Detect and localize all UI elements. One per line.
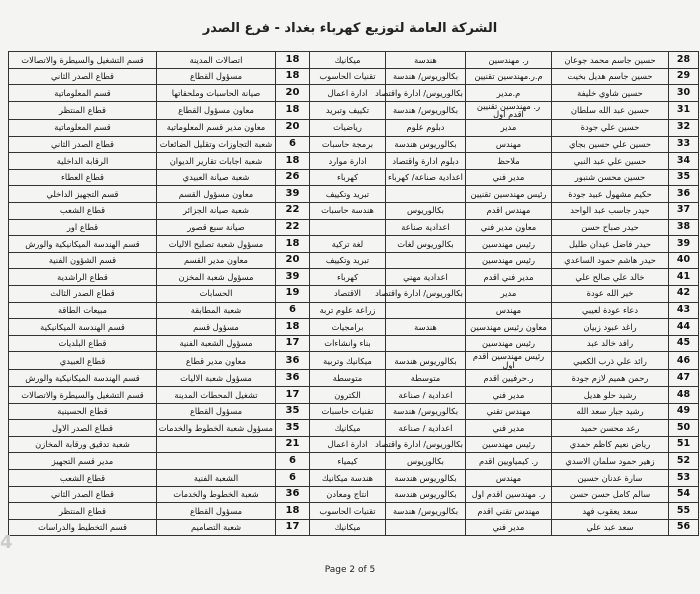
section-cell: قسم التجهيز الداخلي [9,186,157,203]
job-title-cell: مدير فني [466,387,552,404]
degree-cell: بكالوريوس/ ادارة واقتصاد [386,436,466,453]
employee-name-cell: حسين عبد الله سلطان [552,101,669,119]
specialty-cell: متوسطة [310,370,386,387]
employee-name-cell: دعاء عودة لعيبي [552,302,669,319]
section-cell: قسم الهندسة الميكانيكية والورش [9,370,157,387]
job-title-cell: مدير فني [466,519,552,536]
employee-name-cell: حسين علي جودة [552,119,669,136]
row-number-cell: 34 [669,153,699,170]
table-row [9,387,699,404]
degree-cell [386,335,466,352]
position-cell [157,453,276,470]
degree-cell: هندسة [386,319,466,336]
position-cell: مسؤول شعبة المخزن [157,269,276,286]
section-cell: قطاع الصدر الثاني [9,486,157,503]
row-number-cell: 49 [669,403,699,420]
job-title-cell: مدير [466,119,552,136]
row-number-cell: 48 [669,387,699,404]
employee-name-cell: رحمن هميم لازم جودة [552,370,669,387]
job-title-cell: مهندس [466,470,552,487]
section-cell: قطاع اور [9,219,157,236]
position-cell: اتصالات المدينة [157,52,276,69]
employee-name-cell: رعد محسن حميد [552,420,669,437]
section-cell: الرقابة الداخلية [9,153,157,170]
employee-name-cell: خالد علي صالح علي [552,269,669,286]
row-number-cell: 40 [669,252,699,269]
position-cell: مسؤول القطاع [157,403,276,420]
position-cell: مسؤول القطاع [157,68,276,85]
row-number-cell: 37 [669,202,699,219]
job-title-cell: م.ر.مهندسين تقنيين [466,68,552,85]
position-cell: شعبة المطابقة [157,302,276,319]
degree-cell: بكالوريوس [386,453,466,470]
degree-cell: بكالوريوس/ هندسة [386,101,466,119]
job-title-cell: مهندس [466,136,552,153]
row-number-cell: 55 [669,503,699,520]
specialty-cell: ميكانيك وتربية [310,352,386,370]
section-cell: قسم الهندسة الميكانيكية والورش [9,236,157,253]
employee-name-cell: راغد عبود زبيان [552,319,669,336]
degree-cell: بكالوريوس/ ادارة واقتصاد [386,85,466,102]
degree-cell: اعدادية / صناعة [386,420,466,437]
employee-name-cell: رشيد حلو هديل [552,387,669,404]
specialty-cell: تقنيات حاسبات [310,403,386,420]
table-row [9,236,699,253]
section-cell: قطاع المنتظر [9,101,157,119]
job-title-cell: رئيس مهندسين [466,252,552,269]
grade-cell: 18 [276,153,310,170]
table-row [9,319,699,336]
specialty-cell: الكترون [310,387,386,404]
degree-cell: بكالوريوس هندسة [386,470,466,487]
table-row [9,85,699,102]
job-title-cell: ر. مهندسين تقنيين اقدم اول [466,101,552,119]
degree-cell: بكالوريوس/ ادارة واقتصاد [386,285,466,302]
degree-cell: بكالوريوس هندسة [386,352,466,370]
job-title-cell: مدير [466,285,552,302]
grade-cell: 20 [276,119,310,136]
specialty-cell: بناء وانشاءات [310,335,386,352]
degree-cell [386,302,466,319]
section-cell: قسم المعلوماتية [9,85,157,102]
position-cell: شعبة صيانة العبيدي [157,169,276,186]
section-cell: قسم التشغيل والسيطرة والاتصالات [9,387,157,404]
job-title-cell: ر. مهندسين [466,52,552,69]
row-number-cell: 28 [669,52,699,69]
position-cell: مسؤول شعبة تصليح الاليات [157,236,276,253]
position-cell: معاون مدير قطاع [157,352,276,370]
specialty-cell: تقنيات الحاسوب [310,503,386,520]
table-row [9,352,699,370]
employee-name-cell: حسين علي عبد النبي [552,153,669,170]
table-row [9,335,699,352]
table-row [9,68,699,85]
grade-cell: 35 [276,403,310,420]
employee-table [8,51,699,536]
position-cell: شعبة التصاميم [157,519,276,536]
grade-cell: 39 [276,186,310,203]
specialty-cell: تقنيات الحاسوب [310,68,386,85]
table-body [9,52,699,536]
degree-cell: اعدادية مهني [386,269,466,286]
job-title-cell: مدير فني [466,169,552,186]
employee-name-cell: سعد عبد علي [552,519,669,536]
job-title-cell: مهندس [466,302,552,319]
grade-cell: 35 [276,420,310,437]
row-number-cell: 50 [669,420,699,437]
degree-cell: بكالوريوس/ هندسة [386,68,466,85]
grade-cell: 18 [276,68,310,85]
position-cell: معاون مدير قسم المعلوماتية [157,119,276,136]
job-title-cell: مدير فني [466,420,552,437]
table-row [9,370,699,387]
row-number-cell: 32 [669,119,699,136]
section-cell: قطاع البلديات [9,335,157,352]
job-title-cell: ملاحظ [466,153,552,170]
grade-cell: 6 [276,470,310,487]
grade-cell: 17 [276,519,310,536]
employee-name-cell: حسين علي حسين بجاي [552,136,669,153]
row-number-cell: 51 [669,436,699,453]
row-number-cell: 29 [669,68,699,85]
specialty-cell: ميكانيك [310,519,386,536]
job-title-cell: ر. كيمياويين اقدم [466,453,552,470]
employee-name-cell: حيدر فاضل عيدان طليل [552,236,669,253]
specialty-cell: برمجة حاسبات [310,136,386,153]
table-row [9,403,699,420]
row-number-cell: 44 [669,319,699,336]
employee-name-cell: رائد علي ذرب الكعبي [552,352,669,370]
grade-cell: 17 [276,335,310,352]
grade-cell: 20 [276,252,310,269]
row-number-cell: 33 [669,136,699,153]
job-title-cell: رئيس مهندسين [466,436,552,453]
section-cell: قسم المعلوماتية [9,119,157,136]
specialty-cell: ميكانيك [310,420,386,437]
table-row [9,453,699,470]
job-title-cell: معاون رئيس مهندسين [466,319,552,336]
degree-cell [386,252,466,269]
row-number-cell: 36 [669,186,699,203]
degree-cell: دبلوم علوم [386,119,466,136]
job-title-cell: رئيس مهندسين تقنيين [466,186,552,203]
row-number-cell: 39 [669,236,699,253]
job-title-cell: م.مدير [466,85,552,102]
specialty-cell: تبريد وتكييف [310,186,386,203]
row-number-cell: 31 [669,101,699,119]
section-cell: قطاع الراشدية [9,269,157,286]
position-cell: معاون مدير القسم [157,252,276,269]
degree-cell: اعدادية صناعة [386,219,466,236]
row-number-cell: 56 [669,519,699,536]
degree-cell: دبلوم ادارة واقتصاد [386,153,466,170]
employee-name-cell: رياض نعيم كاظم حمدي [552,436,669,453]
position-cell: مسؤول الشعبة الفنية [157,335,276,352]
table-row [9,169,699,186]
degree-cell: اعدادية / صناعة [386,387,466,404]
table-row [9,285,699,302]
employee-name-cell: حكيم مشهول عبيد جودة [552,186,669,203]
edge-page-mark: 4 [0,532,13,553]
grade-cell: 18 [276,319,310,336]
position-cell: شعبة اجابات تقارير الديوان [157,153,276,170]
grade-cell: 6 [276,453,310,470]
position-cell: تشغيل المحطات المدينة [157,387,276,404]
degree-cell: متوسطة [386,370,466,387]
employee-name-cell: زهير حمود سلمان الاسدي [552,453,669,470]
page-number: Page 2 of 5 [324,565,376,575]
employee-name-cell: رافد خالد عبد [552,335,669,352]
specialty-cell: ادارة موارد [310,153,386,170]
grade-cell: 18 [276,236,310,253]
section-cell: قطاع الشعب [9,470,157,487]
table-row [9,219,699,236]
specialty-cell: ميكانيك [310,52,386,69]
section-cell: قطاع الصدر الاول [9,420,157,437]
degree-cell [386,519,466,536]
section-cell: قسم الهندسة الميكانيكية [9,319,157,336]
row-number-cell: 54 [669,486,699,503]
job-title-cell: مهندس تقني اقدم [466,503,552,520]
job-title-cell: رئيس مهندسين اقدم اول [466,352,552,370]
specialty-cell: رياضيات [310,119,386,136]
position-cell: الحسابات [157,285,276,302]
specialty-cell: كيمياء [310,453,386,470]
grade-cell: 6 [276,302,310,319]
table-row [9,503,699,520]
job-title-cell: مهندس اقدم [466,202,552,219]
grade-cell: 22 [276,219,310,236]
position-cell: معاون مسؤول القطاع [157,101,276,119]
row-number-cell: 41 [669,269,699,286]
section-cell: قطاع الشعب [9,202,157,219]
table-row [9,136,699,153]
degree-cell: بكالوريوس هندسة [386,136,466,153]
position-cell: صيانة الحاسبات وملحقاتها [157,85,276,102]
grade-cell: 36 [276,370,310,387]
row-number-cell: 35 [669,169,699,186]
section-cell: قطاع الصدر الثالث [9,285,157,302]
employee-name-cell: سعد يعقوب فهد [552,503,669,520]
table-row [9,436,699,453]
employee-name-cell: حيدر صباح حسن [552,219,669,236]
job-title-cell: معاون مدير فني [466,219,552,236]
job-title-cell: مهندس تقني [466,403,552,420]
degree-cell: بكالوريوس/ هندسة [386,403,466,420]
row-number-cell: 38 [669,219,699,236]
grade-cell: 39 [276,269,310,286]
section-cell: قسم التخطيط والدراسات [9,519,157,536]
section-cell: قسم التشغيل والسيطرة والاتصالات [9,52,157,69]
position-cell: الشعبة الفنية [157,470,276,487]
grade-cell: 18 [276,101,310,119]
row-number-cell: 46 [669,352,699,370]
employee-name-cell: حسين شاوي خليفة [552,85,669,102]
section-cell: مدير قسم التجهيز [9,453,157,470]
employee-name-cell: خير الله عودة [552,285,669,302]
position-cell: معاون مسؤول القسم [157,186,276,203]
specialty-cell: ادارة اعمال [310,436,386,453]
job-title-cell: رئيس مهندسين [466,236,552,253]
employee-name-cell: حيدر جاسب عبد الواحد [552,202,669,219]
section-cell: قطاع الصدر الثاني [9,136,157,153]
specialty-cell: هندسة حاسبات [310,202,386,219]
grade-cell: 36 [276,352,310,370]
section-cell: قطاع المنتظر [9,503,157,520]
specialty-cell: تكييف وتبريد [310,101,386,119]
position-cell: شعبة الخطوط والخدمات [157,486,276,503]
section-cell: قسم الشؤون الفنية [9,252,157,269]
table-row [9,119,699,136]
grade-cell: 19 [276,285,310,302]
degree-cell: هندسة [386,52,466,69]
table-row [9,519,699,536]
table-row [9,420,699,437]
degree-cell: بكالوريوس هندسة [386,486,466,503]
position-cell: مسؤول قسم [157,319,276,336]
job-title-cell: رئيس مهندسين [466,335,552,352]
row-number-cell: 45 [669,335,699,352]
grade-cell: 6 [276,136,310,153]
position-cell: شعبة صيانة الجزائر [157,202,276,219]
grade-cell: 17 [276,387,310,404]
row-number-cell: 52 [669,453,699,470]
degree-cell: بكالوريوس/ هندسة [386,503,466,520]
grade-cell: 18 [276,503,310,520]
employee-name-cell: رشيد جبار سعد الله [552,403,669,420]
row-number-cell: 43 [669,302,699,319]
table-row [9,269,699,286]
table-row [9,186,699,203]
specialty-cell [310,219,386,236]
page-title: الشركة العامة لتوزيع كهرباء بغداد - فرع الصدر [202,21,498,36]
specialty-cell: كهرباء [310,269,386,286]
grade-cell: 36 [276,486,310,503]
section-cell: مبيعات الطاقة [9,302,157,319]
job-title-cell: مدير فني اقدم [466,269,552,286]
position-cell [157,436,276,453]
specialty-cell: تبريد وتكييف [310,252,386,269]
row-number-cell: 47 [669,370,699,387]
row-number-cell: 30 [669,85,699,102]
section-cell: قطاع الحسينية [9,403,157,420]
specialty-cell: لغة تركية [310,236,386,253]
table-row [9,153,699,170]
job-title-cell: ر. مهندسين اقدم اول [466,486,552,503]
table-row [9,302,699,319]
row-number-cell: 53 [669,470,699,487]
section-cell: قطاع الصدر الثاني [9,68,157,85]
job-title-cell: ر.حرفيين اقدم [466,370,552,387]
employee-name-cell: حسين محسن شنبور [552,169,669,186]
table-row [9,470,699,487]
employee-name-cell: حيدر هاشم حمود الساعدي [552,252,669,269]
position-cell: مسؤول شعبة الاليات [157,370,276,387]
grade-cell: 21 [276,436,310,453]
specialty-cell: ادارة اعمال [310,85,386,102]
table-row [9,101,699,119]
specialty-cell: هندسة ميكانيك [310,470,386,487]
position-cell: صيانة سبع قصور [157,219,276,236]
specialty-cell: برامجيات [310,319,386,336]
grade-cell: 20 [276,85,310,102]
degree-cell: بكالوريوس [386,202,466,219]
employee-name-cell: سالم كامل حسن حسن [552,486,669,503]
table-row [9,52,699,69]
position-cell: شعبة التجاوزات وتقليل الضائعات [157,136,276,153]
position-cell: مسؤول القطاع [157,503,276,520]
section-cell: قطاع العطاء [9,169,157,186]
employee-name-cell: حسين جاسم هديل بخيت [552,68,669,85]
table-row [9,486,699,503]
section-cell: قطاع العبيدي [9,352,157,370]
degree-cell: بكالوريوس لغات [386,236,466,253]
employee-table-sheet [8,51,698,536]
table-row [9,252,699,269]
employee-name-cell: حسين جاسم محمد جوعان [552,52,669,69]
specialty-cell: الاقتصاد [310,285,386,302]
degree-cell [386,186,466,203]
grade-cell: 22 [276,202,310,219]
specialty-cell: انتاج ومعادن [310,486,386,503]
specialty-cell: زراعة علوم تربة [310,302,386,319]
degree-cell: اعدادية صناعة/ كهرباء [386,169,466,186]
specialty-cell: كهرباء [310,169,386,186]
grade-cell: 18 [276,52,310,69]
row-number-cell: 42 [669,285,699,302]
employee-name-cell: سارة عدنان حسين [552,470,669,487]
position-cell: مسؤول شعبة الخطوط والخدمات [157,420,276,437]
grade-cell: 26 [276,169,310,186]
table-row [9,202,699,219]
section-cell: شعبة تدقيق ورقابة المخازن [9,436,157,453]
